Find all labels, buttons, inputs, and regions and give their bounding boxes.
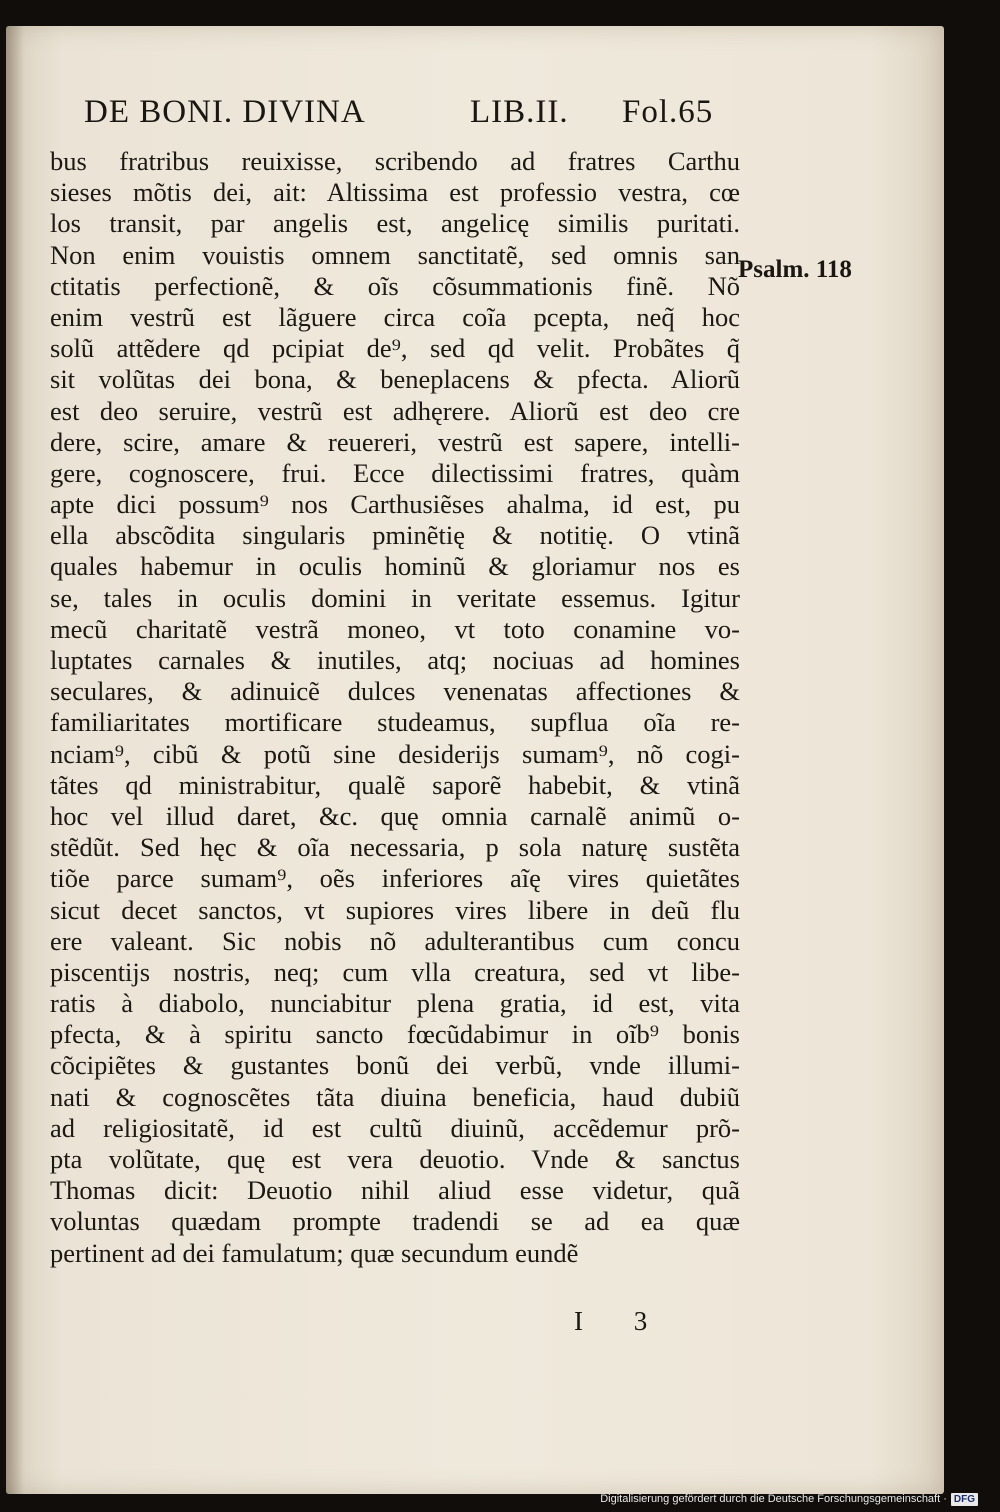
text-line: est deo seruire, vestrũ est adhęrere. Aliorũ est deo cre [50,395,740,426]
text-line: nciam⁹, cibũ & potũ sine desiderijs sumam⁹, nõ cogi- [50,738,740,769]
text-line: ere valeant. Sic nobis nõ adulterantibus cum concu [50,925,740,956]
text-line: luptates carnales & inutiles, atq; nociuas ad homines [50,645,740,675]
text-line: hoc vel illud daret, &c. quę omnia carnalẽ animũ o- [50,800,740,831]
text-line: mecũ charitatẽ vestrã moneo, vt toto conamine vo- [50,613,740,644]
digitization-credit [600,1491,978,1507]
text-line: se, tales in oculis domini in veritate essemus. Igitur [50,582,740,613]
header-book: LIB.II. [470,94,569,130]
text-line: sit volũtas dei bona, & beneplacens & pfecta. Aliorũ [50,364,740,395]
text-line: los transit, par angelis est, angelicę similis puritati. [50,208,740,239]
text-line: apte dici possum⁹ nos Carthusiẽses ahalma, id est, pu [50,489,740,520]
text-line: bus fratribus reuixisse, scribendo ad fratres Carthu [50,146,740,176]
text-line: voluntas quædam prompte tradendi se ad ea quæ [50,1206,740,1237]
text-line: tiõe parce sumam⁹, oẽs inferiores aĩę vires quietãtes [50,863,740,894]
header-title: DE BONI. DIVINA [84,94,366,130]
spine-shadow [6,26,24,1494]
text-line: pta volũtate, quę est vera deuotio. Vnde & sanctus [50,1144,740,1174]
text-line: piscentijs nostris, neq; cum vlla creatura, sed vt libe- [50,956,740,987]
text-line: gere, cognoscere, frui. Ecce dilectissimi fratres, quàm [50,457,740,488]
body-text [50,146,740,1269]
header-folio: Fol.65 [622,94,714,130]
text-line: pfecta, & à spiritu sancto fœcũdabimur in oĩb⁹ bonis [50,1019,740,1050]
text-line: sicut decet sanctos, vt supiores vires libere in deũ flu [50,894,740,925]
text-line: familiaritates mortificare studeamus, supflua oĩa re- [50,707,740,738]
text-line: stẽdũt. Sed hęc & oĩa necessaria, p sola naturę sustẽta [50,832,740,863]
text-line: enim vestrũ est lãguere circa coĩa pcepta, neq̃ hoc [50,301,740,332]
text-line: ad religiositatẽ, id est cultũ diuinũ, accẽdemur prõ- [50,1112,740,1143]
running-header [84,94,724,140]
text-line: quales habemur in oculis hominũ & gloriamur nos es [50,551,740,582]
text-line: Non enim vouistis omnem sanctitatẽ, sed omnis san [50,239,740,270]
text-line: seculares, & adinuicẽ dulces venenatas affectiones & [50,676,740,707]
text-line: dere, scire, amare & reuereri, vestrũ est sapere, intelli- [50,426,740,457]
text-line: solũ attẽdere qd pcipiat de⁹, sed qd velit. Probãtes q̃ [50,333,740,364]
text-line: ctitatis perfectionẽ, & oĩs cõsummationis finẽ. Nõ [50,270,740,301]
text-line: tãtes qd ministrabitur, qualẽ saporẽ habebit, & vtinã [50,769,740,800]
signature-mark: I 3 [574,1306,670,1336]
text-line: ella abscõdita singularis pminẽtię & notitię. O vtinã [50,520,740,551]
margin-note: Psalm. 118 [738,256,852,283]
dfg-logo: DFG [951,1493,978,1506]
text-line: ratis à diabolo, nunciabitur plena gratia, id est, vita [50,988,740,1019]
text-line: sieses mõtis dei, ait: Altissima est professio vestra, cœ [50,177,740,208]
text-line: pertinent ad dei famulatum; quæ secundum eundẽ [50,1237,579,1268]
text-line: Thomas dicit: Deuotio nihil aliud esse videtur, quã [50,1175,740,1206]
credit-text: Digitalisierung gefördert durch die Deutsche Forschungsgemeinschaft · [600,1493,947,1505]
text-line: cõcipiẽtes & gustantes bonũ dei verbũ, vnde illumi- [50,1050,740,1081]
text-line: nati & cognoscẽtes tãta diuina beneficia, haud dubiũ [50,1081,740,1112]
